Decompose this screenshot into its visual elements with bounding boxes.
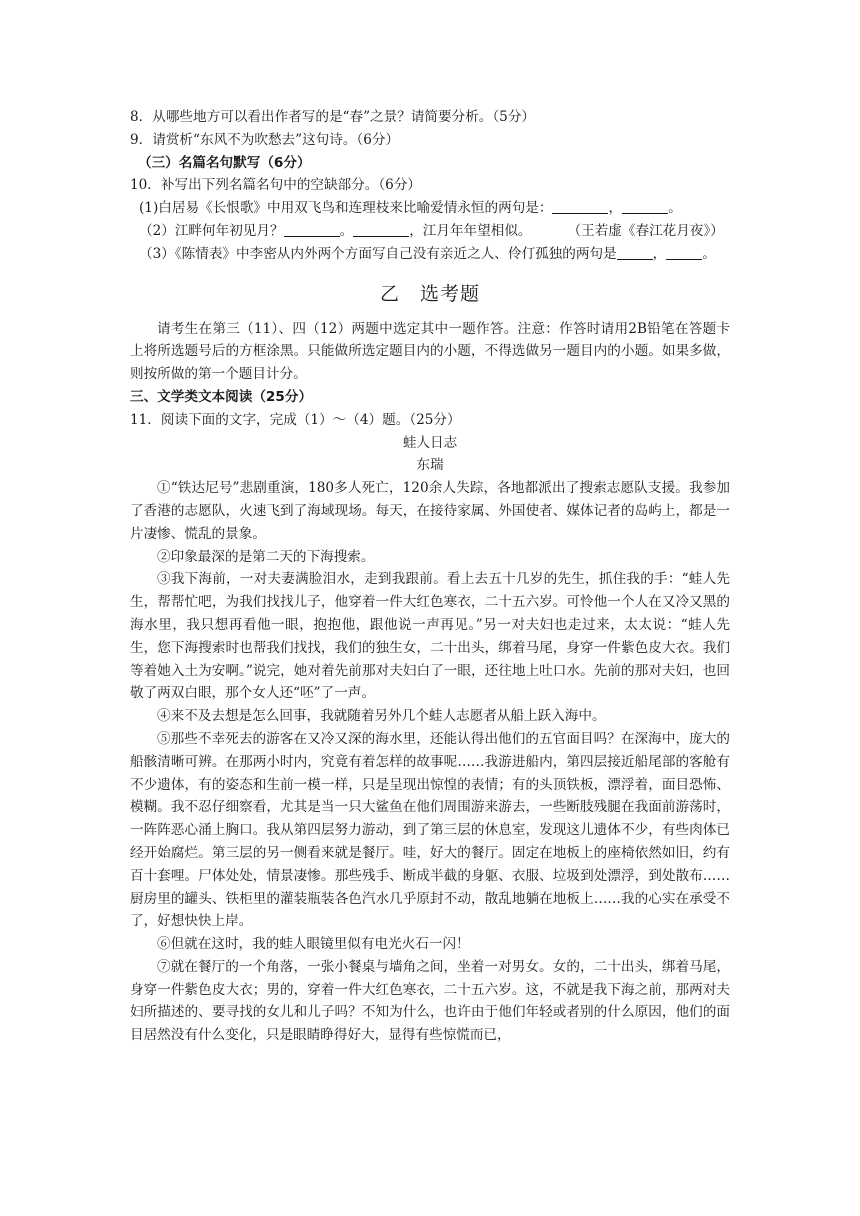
question-8: 8．从哪些地方可以看出作者写的是“春”之景？请简要分析。（5分） bbox=[130, 109, 536, 125]
reading-passage bbox=[130, 432, 730, 1048]
passage-author: 东瑞 bbox=[416, 457, 444, 474]
passage-title: 蛙人日志 bbox=[402, 434, 458, 451]
answer-blank[interactable] bbox=[622, 199, 668, 214]
paragraph: ⑦就在餐厅的一个角落，一张小餐桌与墙角之间，坐着一对男女。女的，二十出头，绑着马尾，身穿一件紫色皮大衣；男的，穿着一件大红色寒衣，二十五六岁。这，不就是我下海之前，那两对夫妇所描述的、要寻找的女儿和儿子吗？不知为什么，也许由于他们年轻或者别的什么原因，他们的面目居然没有什么变化，只是眼睛睁得好大，显得有些惊慌而已， bbox=[130, 958, 730, 1044]
instructions: 请考生在第三（11）、四（12）两题中选定其中一题作答。注意：作答时请用2B铅笔在答题卡上将所选题号后的方框涂黑。只能做所选定题目内的小题，不得选做另一题目内的小题。如果多做，则按所做的第一个题目计分。 bbox=[130, 320, 730, 383]
answer-blank[interactable] bbox=[666, 245, 702, 260]
answer-blank[interactable] bbox=[552, 199, 608, 214]
part-heading-3: 三、文学类文本阅读（25分） bbox=[130, 388, 313, 405]
paragraph: ③我下海前，一对夫妻满脸泪水，走到我跟前。看上去五十几岁的先生，抓住我的手：“蛙人先生，帮帮忙吧，为我们找找儿子，他穿着一件大红色寒衣，二十五六岁。可怜他一个人在又冷又黑的海水里，我只想再看他一眼，抱抱他，跟他说一声再见。”另一对夫妇也走过来，太太说：“蛙人先生，您下海搜索时也帮我们找找，我们的独生女，二十出头，绑着马尾，身穿一件紫色皮大衣。我们等着她入土为安啊。”说完，她对着先前那对夫妇白了一眼，还往地上吐口水。先前的那对夫妇，也回敬了两双白眼，那个女人还“呸”了一声。 bbox=[130, 571, 730, 702]
paragraph: ①“铁达尼号”悲剧重演，180多人死亡，120余人失踪，各地都派出了搜索志愿队支援。我参加了香港的志愿队，火速飞到了海域现场。每天，在接待家属、外国使者、媒体记者的岛屿上，都是一片凄惨、慌乱的景象。 bbox=[130, 480, 730, 542]
paragraph: ②印象最深的是第二天的下海搜索。 bbox=[157, 548, 375, 565]
section-title-elective: 乙 选考题 bbox=[379, 282, 480, 305]
paragraph: ⑥但就在这时，我的蛙人眼镜里似有电光火石一闪！ bbox=[157, 936, 470, 953]
paragraph: ④来不及去想是怎么回事，我就随着另外几个蛙人志愿者从船上跃入海中。 bbox=[157, 708, 606, 725]
question-10-1: (1)白居易《长恨歌》中用双飞鸟和连理枝来比喻爱情永恒的两句是： ， 。 bbox=[139, 200, 682, 217]
section-heading-3: （三）名篇名句默写（6分） bbox=[138, 154, 311, 171]
question-10-2: （2）江畔何年初见月？ 。 ，江月年年望相似。 （王若虚《春江花月夜》） bbox=[139, 222, 724, 239]
answer-blank[interactable] bbox=[617, 245, 653, 260]
paragraph: ⑤那些不幸死去的游客在又冷又深的海水里，还能认得出他们的五官面目吗？在深海中，庞大的船骸清晰可辨。在那两小时内，究竟有着怎样的故事呢……我游进船内，第四层接近船尾部的客舱有不少遗体，有的姿态和生前一模一样，只是呈现出惊惶的表情；有的头顶铁板，漂浮着，面目恐怖、模糊。我不忍仔细察看，尤其是当一只大鲨鱼在他们周围游来游去，一些断肢残腿在我面前游荡时，一阵阵恶心涌上胸口。我从第四层努力游动，到了第三层的休息室，发现这儿遗体不少，有些肉体已经开始腐烂。第三层的另一侧看来就是餐厅。哇，好大的餐厅。固定在地板上的座椅依然如旧，约有百十套哩。尸体处处，情景凄惨。那些残手、断成半截的身躯、衣服、垃圾到处漂浮，到处散布……厨房里的罐头、铁柜里的灌装瓶装各色汽水几乎原封不动，散乱地躺在地板上……我的心实在承受不了，好想快快上岸。 bbox=[130, 730, 730, 930]
question-10: 10．补写出下列名篇名句中的空缺部分。（6分） bbox=[130, 177, 422, 194]
question-9: 9．请赏析“东风不为吹愁去”这句诗。（6分） bbox=[130, 131, 400, 148]
answer-blank[interactable] bbox=[353, 222, 409, 237]
page-content bbox=[130, 106, 730, 1047]
question-11: 11．阅读下面的文字，完成（1）～（4）题。（25分） bbox=[130, 411, 461, 428]
answer-blank[interactable] bbox=[284, 222, 340, 237]
question-10-3: （3）《陈情表》中李密从内外两个方面写自己没有亲近之人、伶仃孤独的两句是 ， 。 bbox=[139, 245, 716, 262]
